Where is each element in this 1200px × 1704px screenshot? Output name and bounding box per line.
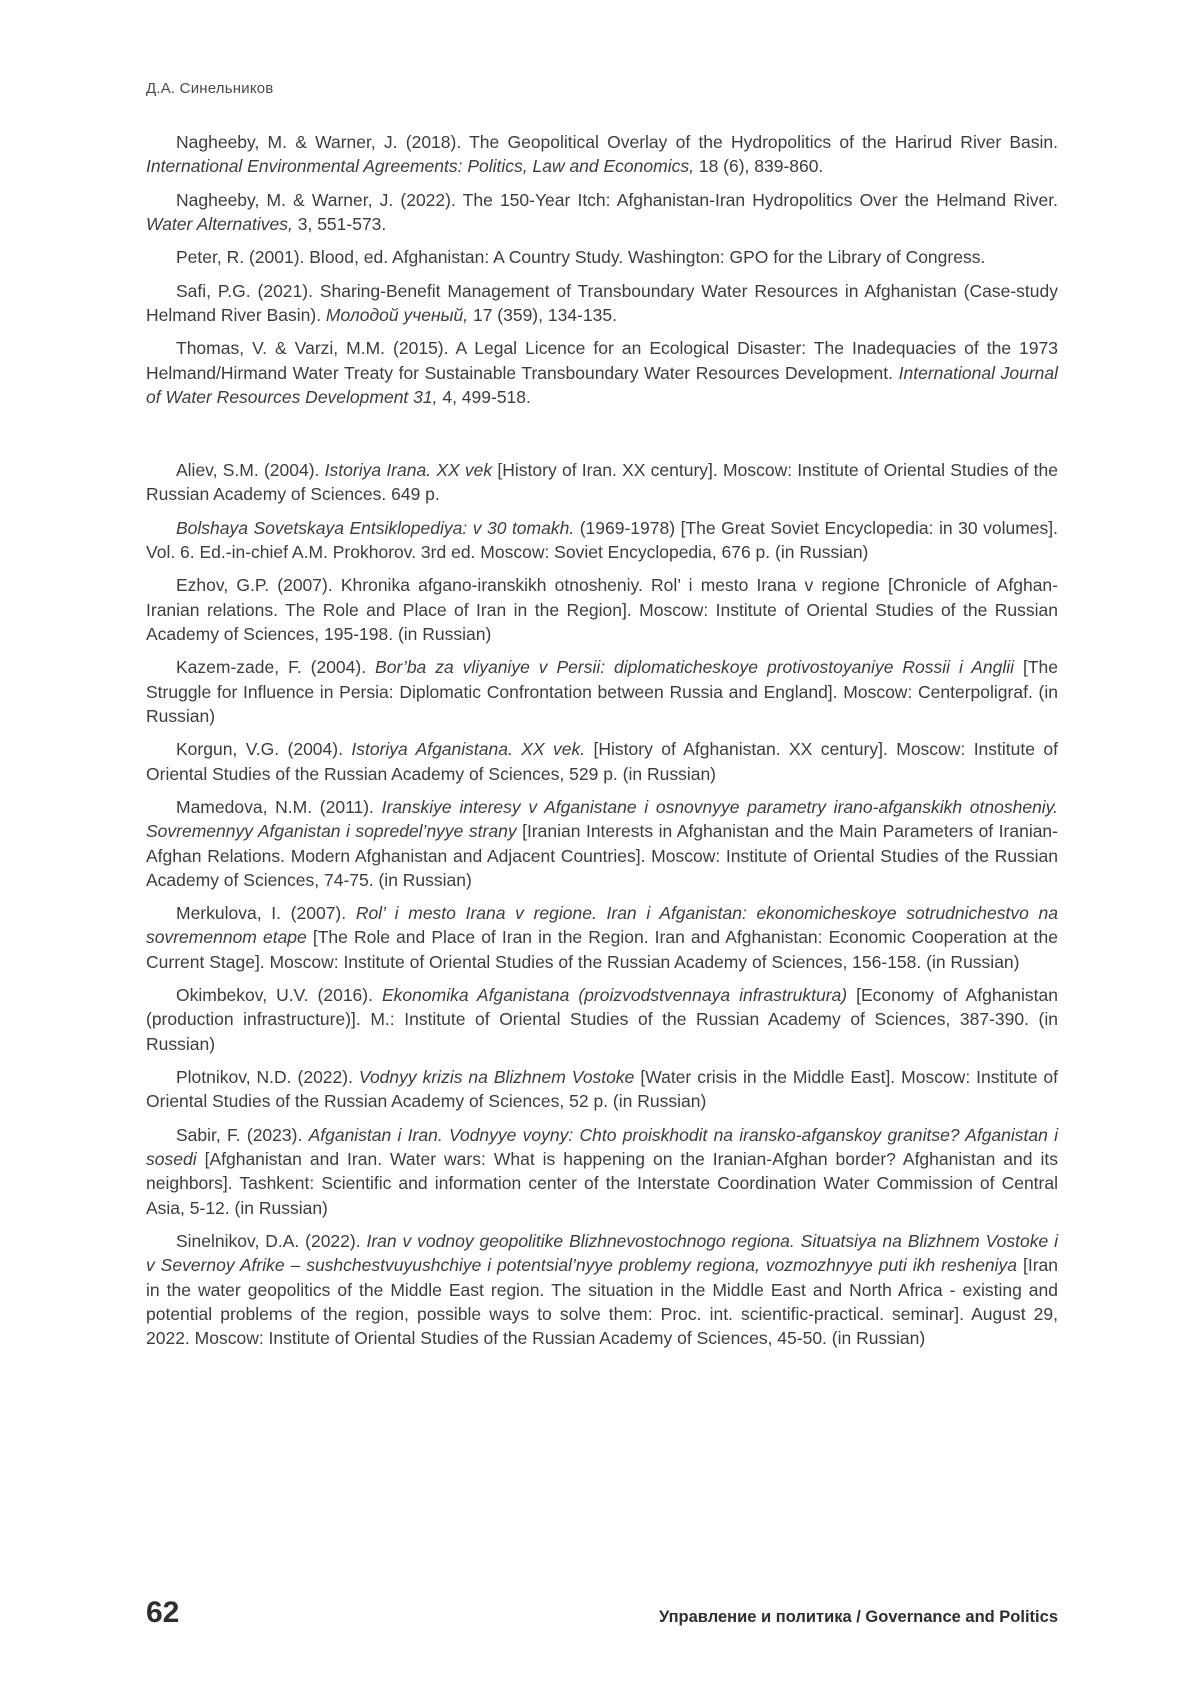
reference-title-italic: International Journal of Water Resources Development 31,	[146, 362, 1059, 407]
reference-entry	[146, 336, 1058, 409]
reference-text: Kazem-zade, F. (2004).	[176, 657, 376, 678]
reference-text: [History of Iran. XX century]. Moscow: Institute of Oriental Studies of the Russian Academy of Sciences. 649 p.	[146, 460, 1058, 505]
reference-text: 18 (6), 839-860.	[693, 156, 824, 177]
reference-text: [History of Afghanistan. XX century]. Moscow: Institute of Oriental Studies of the Russian Academy of Sciences, 529 p. (in Russian)	[146, 739, 1058, 784]
reference-entry	[146, 573, 1058, 646]
reference-text: Thomas, V. & Varzi, M.M. (2015). A Legal Licence for an Ecological Disaster: The Inadequacies of the 1973 Helmand/Hirmand Water Treaty for Sustainable Transboundary Water Resources Development.	[146, 338, 1058, 383]
reference-text: Nagheeby, M. & Warner, J. (2018). The Geopolitical Overlay of the Hydropolitics of the Harirud River Basin.	[176, 132, 1058, 152]
reference-entry	[146, 279, 1058, 328]
running-header-author: Д.А. Синельников	[146, 80, 274, 97]
reference-title-italic: Istoriya Afganistana. XX vek.	[351, 739, 586, 760]
reference-text: [Afghanistan and Iran. Water wars: What is happening on the Iranian-Afghan border? Afghanistan and its neighbors]. Tashkent: Scientific and information center of the Interstate Coordination Water Commission of Central Asia, 5-12. (in Russian)	[146, 1148, 1058, 1218]
reference-text: Nagheeby, M. & Warner, J. (2022). The 150-Year Itch: Afghanistan-Iran Hydropolitics Over the Helmand River.	[176, 189, 1058, 210]
references-section-russian	[146, 458, 1058, 1350]
reference-text: Ezhov, G.P. (2007). Khronika afgano-iranskikh otnosheniy. Rol’ i mesto Irana v regione [Chronicle of Afghan-Iranian relations. The Role and Place of Iran in the Region]. Moscow: Institute of Oriental Studies of the Russian Academy of Sciences, 195-198. (in Russian)	[146, 575, 1058, 644]
reference-entry	[146, 188, 1058, 237]
reference-title-italic: Afganistan i Iran. Vodnyye voyny: Chto proiskhodit na iransko-afganskoy granitse? Afganistan i sosedi	[146, 1124, 1058, 1169]
reference-text: [Economy of Afghanistan (production infrastructure)]. M.: Institute of Oriental Studies of the Russian Academy of Sciences, 387-390. (in Russian)	[146, 985, 1058, 1054]
reference-text: Peter, R. (2001). Blood, ed. Afghanistan: A Country Study. Washington: GPO for the Library of Congress.	[176, 247, 986, 268]
references-section-international	[146, 130, 1058, 409]
references-content	[146, 130, 1058, 1359]
reference-title-italic: Rol’ i mesto Irana v regione. Iran i Afganistan: ekonomicheskoye sotrudnichestvo na sovremennom etape	[146, 903, 1058, 948]
reference-text: Plotnikov, N.D. (2022).	[176, 1067, 359, 1087]
reference-entry	[146, 516, 1058, 565]
reference-title-italic: International Environmental Agreements: Politics, Law and Economics,	[146, 156, 694, 177]
footer-journal-title: Управление и политика / Governance and Politics	[658, 1608, 1058, 1626]
reference-title-italic: Iranskiye interesy v Afganistane i osnovnyye parametry irano-afganskikh otnosheniy. Sovremennyy Afganistan i sopredel’nyye strany	[146, 796, 1058, 842]
reference-title-italic: Water Alternatives,	[146, 213, 293, 234]
reference-text: [Iran in the water geopolitics of the Middle East region. The situation in the Middle East and North Africa - existing and potential problems of the region, possible ways to solve them: Proc. int. scientific-practical. seminar]. August 29, 2022. Moscow: Institute of Oriental Studies of the Russian Academy of Sciences, 45-50. (in Russian)	[146, 1255, 1058, 1349]
reference-title-italic: Iran v vodnoy geopolitike Blizhnevostochnogo regiona. Situatsiya na Blizhnem Vostoke i v Severnoy Afrike – sushchestvuyushchiye i potentsial’nyye problemy regiona, vozmozhnyye puti ikh resheniya	[146, 1230, 1058, 1276]
reference-entry	[146, 737, 1058, 786]
reference-text: Safi, P.G. (2021). Sharing-Benefit Management of Transboundary Water Resources in Afghanistan (Case-study Helmand River Basin).	[146, 280, 1058, 325]
reference-entry	[146, 901, 1058, 974]
reference-text: [The Struggle for Influence in Persia: Diplomatic Confrontation between Russia and England]. Moscow: Centerpoligraf. (in Russian)	[146, 657, 1058, 726]
page-footer	[146, 1596, 1058, 1630]
reference-text: Merkulova, I. (2007).	[176, 903, 356, 924]
reference-text: (1969-1978) [The Great Soviet Encyclopedia: in 30 volumes]. Vol. 6. Ed.-in-chief A.M. Prokhorov. 3rd ed. Moscow: Soviet Encyclopedia, 676 p. (in Russian)	[146, 517, 1058, 563]
page-number: 62	[146, 1596, 180, 1629]
reference-title-italic: Молодой ученый,	[325, 304, 469, 325]
reference-title-italic: Bor’ba za vliyaniye v Persii: diplomaticheskoye protivostoyaniye Rossii i Anglii	[375, 657, 1015, 678]
reference-text: Sinelnikov, D.A. (2022).	[176, 1230, 367, 1251]
reference-text: Okimbekov, U.V. (2016).	[176, 985, 382, 1006]
reference-entry	[146, 1229, 1058, 1351]
reference-title-italic: Istoriya Irana. XX vek	[324, 460, 493, 481]
reference-entry	[146, 1065, 1058, 1114]
reference-text: 3, 551-573.	[292, 213, 387, 234]
reference-text: Korgun, V.G. (2004).	[176, 739, 352, 760]
reference-entry	[146, 245, 1058, 269]
reference-entry	[146, 130, 1058, 179]
section-divider-gap	[146, 418, 1058, 458]
reference-entry	[146, 458, 1058, 507]
reference-title-italic: Bolshaya Sovetskaya Entsiklopediya: v 30 tomakh.	[176, 517, 575, 538]
reference-entry	[146, 655, 1058, 728]
reference-text: 4, 499-518.	[437, 386, 531, 407]
reference-entry	[146, 983, 1058, 1056]
reference-title-italic: Ekonomika Afganistana (proizvodstvennaya infrastruktura)	[382, 985, 848, 1006]
reference-text: Aliev, S.M. (2004).	[176, 460, 325, 481]
reference-text: Mamedova, N.M. (2011).	[176, 796, 382, 817]
reference-text: [The Role and Place of Iran in the Region. Iran and Afghanistan: Economic Cooperation at the Current Stage]. Moscow: Institute of Oriental Studies of the Russian Academy of Sciences, 156-158. (in Russian)	[146, 927, 1058, 972]
reference-entry	[146, 795, 1058, 892]
reference-text: 17 (359), 134-135.	[468, 304, 617, 325]
reference-text: Sabir, F. (2023).	[176, 1124, 309, 1145]
reference-title-italic: Vodnyy krizis na Blizhnem Vostoke	[358, 1067, 635, 1087]
reference-entry	[146, 1123, 1058, 1220]
reference-text: [Water crisis in the Middle East]. Moscow: Institute of Oriental Studies of the Russian Academy of Sciences, 52 p. (in Russian)	[146, 1067, 1058, 1112]
reference-text: [Iranian Interests in Afghanistan and the Main Parameters of Iranian-Afghan Relations. Modern Afghanistan and Adjacent Countries]. Moscow: Institute of Oriental Studies of the Russian Academy of Sciences, 74-75. (in Russian)	[146, 821, 1058, 890]
